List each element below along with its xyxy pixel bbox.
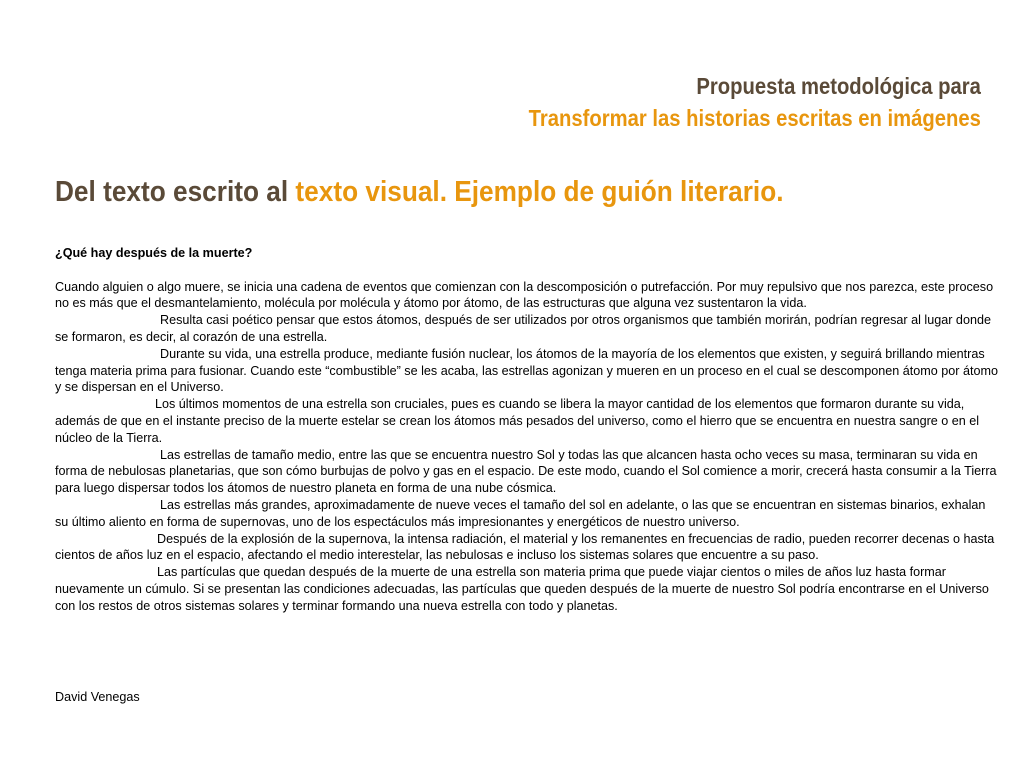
article-paragraph-4 <box>55 396 1000 446</box>
title-part-1: Del texto escrito al <box>55 176 296 208</box>
article-question: ¿Qué hay después de la muerte? <box>55 246 253 260</box>
article-paragraph-7 <box>55 531 1000 565</box>
article-paragraph-6 <box>55 497 1000 531</box>
article-author: David Venegas <box>55 690 140 704</box>
article-paragraph-3-text: Durante su vida, una estrella produce, mediante fusión nuclear, los átomos de la mayoría de los elementos que existen, y seguirá brillando mientras tenga materia prima para fusionar. Cuando este “combustible” se les acaba, las estrellas agonizan y mueren en un proceso en el cual se descomponen átomo por átomo y se dispersan en el Universo. <box>55 346 998 395</box>
article-paragraph-2-text: Resulta casi poético pensar que estos átomos, después de ser utilizados por otros organismos que también morirán, podrían regresar al lugar donde se formaron, es decir, al corazón de una estrella. <box>55 313 991 344</box>
header-line-1: Propuesta metodológica para <box>696 73 981 99</box>
article-paragraph-7-text: Después de la explosión de la supernova, la intensa radiación, el material y los remanentes en frecuencias de radio, pueden recorrer decenas o hasta cientos de años luz en el espacio, afectando el medio interestelar, las nebulosas e incluso los sistemas solares que encuentre a su paso. <box>55 531 995 563</box>
article-paragraph-4-text: Los últimos momentos de una estrella son cruciales, pues es cuando se libera la mayor cantidad de los elementos que formaron durante su vida, además de que en el instante preciso de la muerte estelar se crean los átomos más pesados del universo, como el hierro que se encuentra en nuestra sangre o en el núcleo de la Tierra. <box>55 397 980 445</box>
article-paragraph-2 <box>55 312 1000 346</box>
header-line-2: Transformar las historias escritas en imágenes <box>528 105 981 131</box>
article-paragraph-8 <box>55 564 1000 614</box>
article-paragraph-5 <box>55 447 1000 497</box>
article-paragraph-6-text: Las estrellas más grandes, aproximadamente de nueve veces el tamaño del sol en adelante, o las que se encuentran en sistemas binarios, exhalan su último aliento en forma de supernovas, uno de los espectáculos más impresionantes y energéticos de nuestro universo. <box>55 497 986 529</box>
article-paragraph-8-text: Las partículas que quedan después de la muerte de una estrella son materia prima que puede viajar cientos o miles de años luz hasta formar nuevamente un cúmulo. Si se presentan las condiciones adecuadas, las partículas que queden después de la muerte de nuestro Sol podría encontrarse en el Universo con los restos de otros sistemas solares y terminar formando una nueva estrella con todo y planetas. <box>55 565 989 613</box>
slide-header <box>529 70 981 134</box>
article-paragraph-5-text: Las estrellas de tamaño medio, entre las que se encuentra nuestro Sol y todas las que alcancen hasta ocho veces su masa, terminaran su vida en forma de nebulosas planetarias, que son cómo burbujas de polvo y gas en el espacio. De este modo, cuando el Sol comience a morir, crecerá hasta consumir a la Tierra para luego dispersar todos los átomos de nuestro planeta en forma de una nube cósmica. <box>55 447 997 496</box>
page-title <box>55 173 784 211</box>
article-body <box>55 245 1000 615</box>
article-paragraph-1: Cuando alguien o algo muere, se inicia una cadena de eventos que comienzan con la descomposición o putrefacción. Por muy repulsivo que nos parezca, este proceso no es más que el desmantelamiento, molécula por molécula y átomo por átomo, de las estructuras que alguna vez sustentaron la vida. <box>55 279 994 311</box>
title-part-2: texto visual. Ejemplo de guión literario. <box>295 176 784 208</box>
article-paragraph-3 <box>55 346 1000 396</box>
